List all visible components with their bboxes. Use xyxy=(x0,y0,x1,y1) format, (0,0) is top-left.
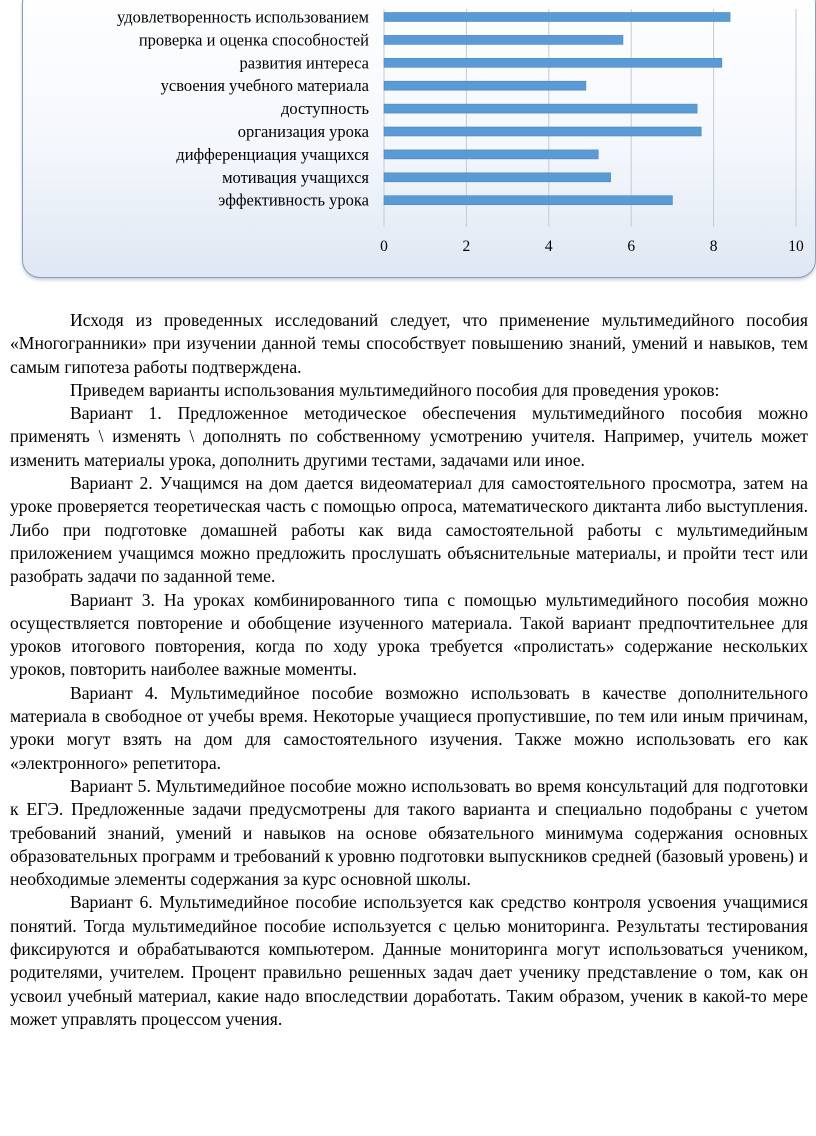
bar xyxy=(384,35,623,44)
category-label: организация урока xyxy=(237,122,369,141)
bar xyxy=(384,150,598,159)
paragraph: Вариант 3. На уроках комбинированного типа с помощью мультимедийного пособия можно осуществляется повторение и обобщение изученного материала. Такой вариант предпочтительнее для уроков итогового повторения, когда по ходу урока требуется «пролистать» содержание нескольких уроков, повторить наиболее важные моменты. xyxy=(10,589,808,680)
bar xyxy=(384,104,697,113)
category-label: дифференциация учащихся xyxy=(176,144,369,164)
paragraph: Вариант 1. Предложенное методическое обеспечения мультимедийного пособия можно применять \ изменять \ дополнять по собственному усмотрению учителя. Например, учитель может изменить материалы урока, дополнить другими тестами, задачами или иное. xyxy=(10,403,808,470)
bar xyxy=(384,58,722,67)
paragraph: Вариант 5. Мультимедийное пособие можно использовать во время консультаций для подготовки к ЕГЭ. Предложенные задачи предусмотрены для такого варианта и специально подобраны с учетом требований знаний, умений и навыков на основе обязательного минимума содержания основных образовательных программ и требований к уровню подготовки выпускников средней (базовый уровень) и необходимые элементы содержания за курс основной школы. xyxy=(10,775,808,890)
category-label: развития интереса xyxy=(239,53,369,73)
x-tick-label: 2 xyxy=(462,238,471,255)
chart-frame xyxy=(22,0,816,278)
x-tick-label: 6 xyxy=(627,238,636,255)
bar xyxy=(384,81,586,90)
category-label: проверка и оценка способностей xyxy=(138,30,369,50)
category-label: доступность xyxy=(280,99,369,119)
paragraph: Вариант 6. Мультимедийное пособие используется как средство контроля усвоения учащимися понятий. Тогда мультимедийное пособие используется с целью мониторинга. Результаты тестирования фиксируются и обрабатываются компьютером. Данные мониторинга могут использоваться учеником, родителями, учителем. Процент правильно решенных задач дает ученику представление о том, как он усвоил учебный материал, какие надо впоследствии доработать. Таким образом, ученик в какой-то мере может управлять процессом учения. xyxy=(10,892,808,1029)
bar xyxy=(384,173,611,182)
category-label: эффективность урока xyxy=(218,190,369,210)
category-label: удовлетворенность использованием xyxy=(117,7,369,27)
paragraph: Вариант 4. Мультимедийное пособие возможно использовать в качестве дополнительного материала в свободное от учебы время. Некоторые учащиеся пропустившие, по тем или иным причинам, уроки могут взять на дом для самостоятельного изучения. Также можно использовать его как «электронного» репетитора. xyxy=(10,682,808,773)
bar xyxy=(384,127,701,136)
bar xyxy=(384,196,672,205)
x-tick-label: 10 xyxy=(788,238,804,255)
category-label: мотивация учащихся xyxy=(222,167,369,187)
document-body xyxy=(10,309,808,1031)
paragraph: Исходя из проведенных исследований следует, что применение мультимедийного пособия «Многогранники» при изучении данной темы способствует повышению знаний, умений и навыков, тем самым гипотеза работы подтверждена. xyxy=(10,310,808,377)
x-tick-label: 8 xyxy=(709,238,718,255)
paragraph: Вариант 2. Учащимся на дом дается видеоматериал для самостоятельного просмотра, затем на уроке проверяется теоретическая часть с помощью опроса, математического диктанта либо выступления. Либо при подготовке домашней работы как вида самостоятельной работы с мультимедийным приложением учащимся можно предложить прослушать объяснительные материалы, и пройти тест или разобрать задачи по заданной теме. xyxy=(10,473,808,587)
x-tick-label: 4 xyxy=(544,238,553,255)
paragraph: Приведем варианты использования мультимедийного пособия для проведения уроков: xyxy=(70,379,720,400)
bar xyxy=(384,13,730,22)
bar-chart xyxy=(23,0,815,277)
category-label: усвоения учебного материала xyxy=(160,76,369,96)
x-tick-label: 0 xyxy=(380,238,388,255)
